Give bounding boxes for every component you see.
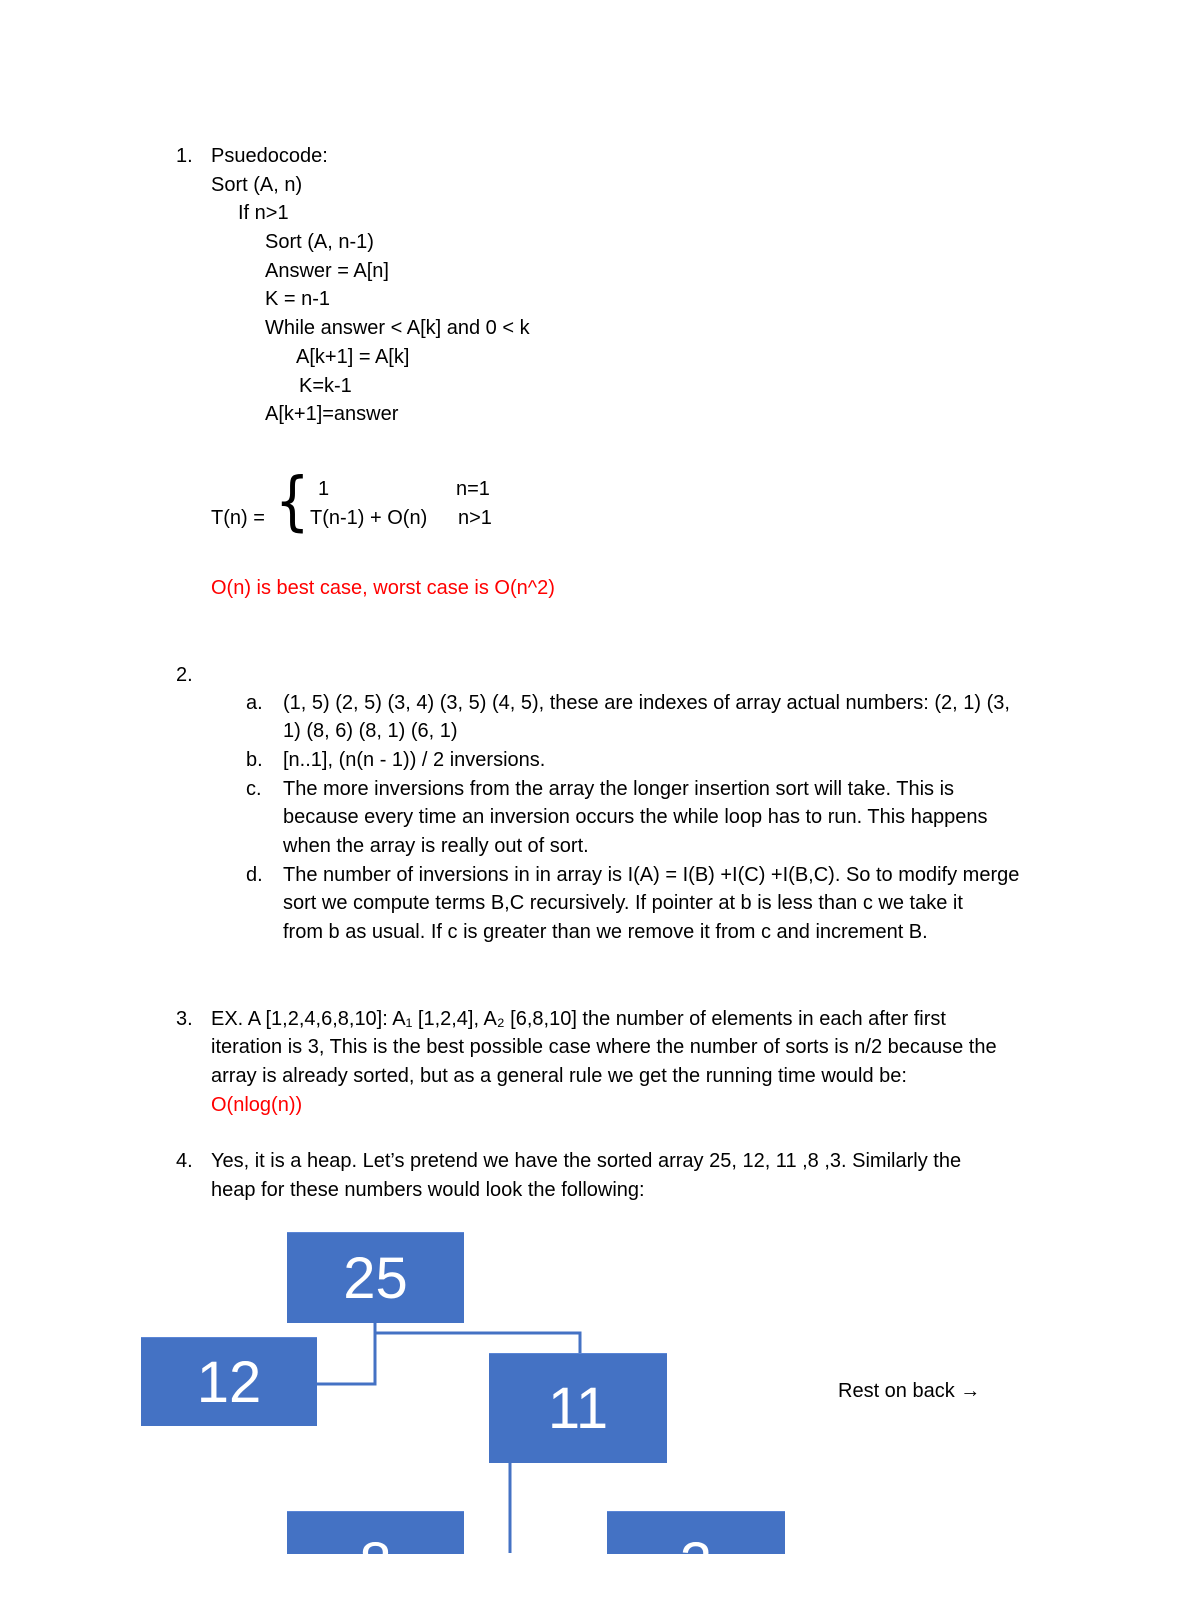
q2-item-text: 1) (8, 6) (8, 1) (6, 1) xyxy=(283,720,458,742)
recurrence-case2-expr: T(n-1) + O(n) xyxy=(310,507,428,529)
q3-text: EX. A [1,2,4,6,8,10]: A₁ [1,2,4], A₂ [6,8,10] the number of elements in each after first xyxy=(211,1008,946,1030)
heap-node-root: 25 xyxy=(287,1232,464,1323)
q2-item-text: (1, 5) (2, 5) (3, 4) (3, 5) (4, 5), these are indexes of array actual numbers: (2, 1) (3, xyxy=(283,692,1010,714)
left-brace-icon: { xyxy=(275,465,310,539)
code-line: A[k+1] = A[k] xyxy=(296,346,410,368)
recurrence-lhs: T(n) = xyxy=(211,507,265,529)
rest-on-back-note: Rest on back → xyxy=(838,1380,981,1402)
q2-item-text: from b as usual. If c is greater than we remove it from c and increment B. xyxy=(283,921,928,943)
recurrence-case2-cond: n>1 xyxy=(458,507,492,529)
q4-text: heap for these numbers would look the following: xyxy=(211,1179,645,1201)
q2-item-text: [n..1], (n(n - 1)) / 2 inversions. xyxy=(283,749,546,771)
recurrence-case1-expr: 1 xyxy=(318,478,330,500)
q1-answer: O(n) is best case, worst case is O(n^2) xyxy=(211,577,555,599)
heap-node-right-child: 3 xyxy=(607,1511,785,1554)
q3-number: 3. xyxy=(176,1008,193,1030)
q2-item-letter: d. xyxy=(246,864,263,886)
heap-node-left: 12 xyxy=(141,1337,317,1426)
q2-number: 2. xyxy=(176,664,193,686)
code-line: If n>1 xyxy=(238,202,289,224)
recurrence-case1-cond: n=1 xyxy=(456,478,490,500)
edge-25-12 xyxy=(317,1322,375,1384)
q2-item-letter: a. xyxy=(246,692,263,714)
code-line: While answer < A[k] and 0 < k xyxy=(265,317,530,339)
q3-text: array is already sorted, but as a general rule we get the running time would be: xyxy=(211,1065,907,1087)
code-line: Answer = A[n] xyxy=(265,260,389,282)
heap-node-left-child: 8 xyxy=(287,1511,464,1554)
q4-text: Yes, it is a heap. Let’s pretend we have the sorted array 25, 12, 11 ,8 ,3. Similarly the xyxy=(211,1150,962,1172)
q1-number: 1. xyxy=(176,145,193,167)
code-line: A[k+1]=answer xyxy=(265,403,399,425)
edge-25-11 xyxy=(375,1322,580,1353)
q2-item-letter: b. xyxy=(246,749,263,771)
q3-text: iteration is 3, This is the best possible case where the number of sorts is n/2 because the xyxy=(211,1036,997,1058)
code-line: K=k-1 xyxy=(299,375,352,397)
heap-node-right: 11 xyxy=(489,1353,667,1463)
q2-item-text: The more inversions from the array the longer insertion sort will take. This is xyxy=(283,778,955,800)
q3-answer: O(nlog(n)) xyxy=(211,1094,303,1116)
code-line: K = n-1 xyxy=(265,288,331,310)
q2-item-text: because every time an inversion occurs the while loop has to run. This happens xyxy=(283,806,988,828)
code-line: Sort (A, n-1) xyxy=(265,231,374,253)
code-line: Sort (A, n) xyxy=(211,174,303,196)
q2-item-text: The number of inversions in in array is I(A) = I(B) +I(C) +I(B,C). So to modify merge xyxy=(283,864,1020,886)
q4-number: 4. xyxy=(176,1150,193,1172)
q2-item-letter: c. xyxy=(246,778,262,800)
q2-item-text: sort we compute terms B,C recursively. If pointer at b is less than c we take it xyxy=(283,892,963,914)
q1-title: Psuedocode: xyxy=(211,145,328,167)
q2-item-text: when the array is really out of sort. xyxy=(283,835,589,857)
